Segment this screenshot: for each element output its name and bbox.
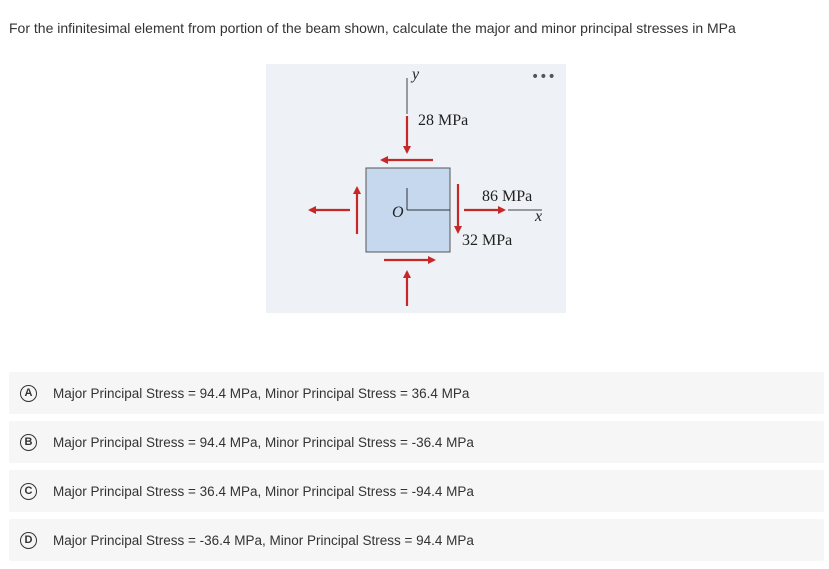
y-axis-label: y (412, 66, 420, 83)
option-c[interactable] (9, 470, 824, 512)
option-text: Major Principal Stress = 94.4 MPa, Minor Principal Stress = -36.4 MPa (53, 434, 474, 450)
origin-label: O (392, 204, 404, 221)
option-letter-badge: D (20, 532, 37, 549)
answer-options (9, 372, 824, 568)
option-b[interactable] (9, 421, 824, 463)
option-letter-badge: A (20, 385, 37, 402)
option-text: Major Principal Stress = 94.4 MPa, Minor Principal Stress = 36.4 MPa (53, 385, 470, 401)
shear-stress-label: 32 MPa (462, 232, 513, 249)
question-text: For the infinitesimal element from portion of the beam shown, calculate the major and minor principal stresses in MPa (9, 20, 736, 36)
option-letter-badge: C (20, 483, 37, 500)
top-stress-label: 28 MPa (418, 112, 469, 129)
normal-stress-label: 86 MPa (482, 188, 533, 205)
option-text: Major Principal Stress = 36.4 MPa, Minor Principal Stress = -94.4 MPa (53, 483, 474, 499)
stress-element-figure (266, 64, 566, 313)
option-d[interactable] (9, 519, 824, 561)
x-axis-label: x (535, 208, 543, 225)
ellipsis-icon[interactable]: ••• (531, 69, 556, 85)
option-letter-badge: B (20, 434, 37, 451)
option-a[interactable] (9, 372, 824, 414)
option-text: Major Principal Stress = -36.4 MPa, Minor Principal Stress = 94.4 MPa (53, 532, 474, 548)
